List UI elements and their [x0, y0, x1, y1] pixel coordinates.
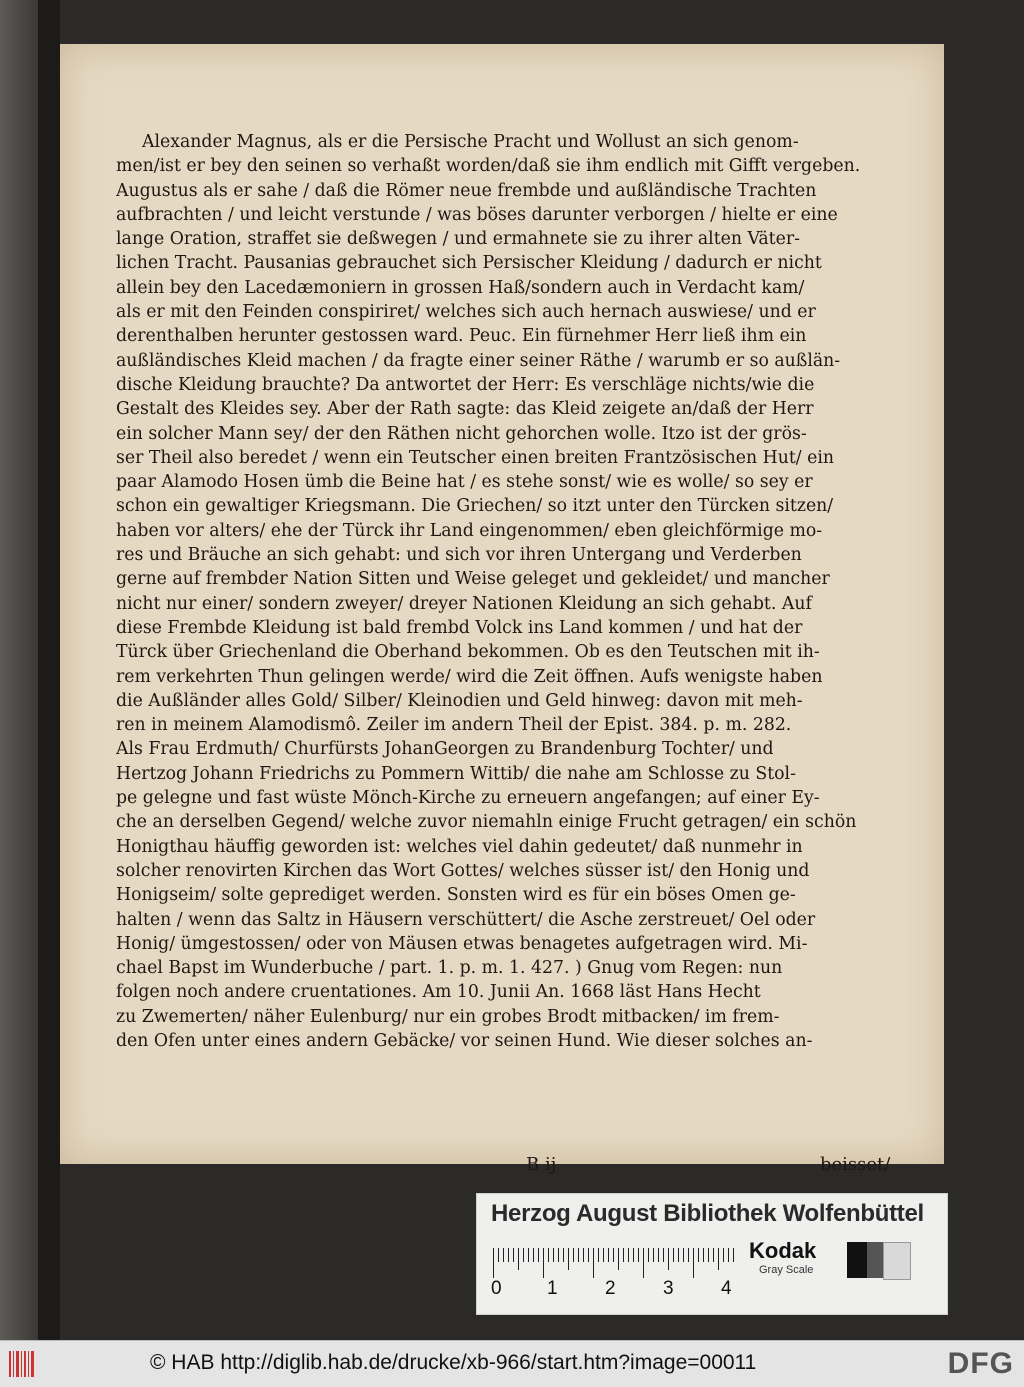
scale-number: 1 — [547, 1278, 558, 1299]
kodak-logo: Kodak — [749, 1238, 817, 1263]
text-line: ser Theil also beredet / wenn ein Teutscher einen breiten Frantzösischen Hut/ ein — [116, 447, 834, 468]
scale-number: 4 — [721, 1278, 732, 1299]
scan-edge-left — [0, 0, 38, 1340]
text-line: Honigthau häuffig geworden ist: welches viel dahin gedeutet/ daß nunmehr in — [116, 836, 803, 857]
text-line: lichen Tracht. Pausanias gebrauchet sich Persischer Kleidung / dadurch er nicht — [116, 253, 822, 274]
scale-number: 2 — [605, 1278, 616, 1299]
copyright-link[interactable]: © HAB http://diglib.hab.de/drucke/xb-966/start.htm?image=00011 — [150, 1351, 757, 1374]
signature-mark: B ij — [526, 1154, 557, 1175]
text-line: derenthalben herunter gestossen ward. Peuc. Ein fürnehmer Herr ließ ihm ein — [116, 326, 807, 347]
text-line: den Ofen unter eines andern Gebäcke/ vor seinen Hund. Wie dieser solches an- — [116, 1030, 813, 1051]
ruler-tick — [703, 1248, 704, 1262]
text-line: ren in meinem Alamodismô. Zeiler im andern Theil der Epist. 384. p. m. 282. — [116, 715, 792, 736]
ruler-tick — [553, 1248, 554, 1262]
ruler-tick — [628, 1248, 629, 1262]
ruler-tick — [543, 1248, 544, 1278]
text-line: allein bey den Lacedæmoniern in grossen Haß/sondern auch in Verdacht kam/ — [116, 277, 805, 298]
text-line: lange Oration, straffet sie deßwegen / und ermahnete sie zu ihrer alten Väter- — [116, 229, 800, 250]
ruler-tick — [663, 1248, 664, 1262]
text-line: als er mit den Feinden conspiriret/ welches sich auch hernach auswiese/ und er — [116, 302, 816, 323]
ruler-tick — [528, 1248, 529, 1262]
text-line: haben vor alters/ ehe der Türck ihr Land eingenommen/ eben gleichförmige mo- — [116, 520, 823, 541]
ruler-tick — [718, 1248, 719, 1270]
text-line: ein solcher Mann sey/ der den Räthen nicht gehorchen wolle. Itzo ist der grös- — [116, 423, 807, 444]
scale-numbers — [489, 1278, 749, 1304]
text-line: rem verkehrten Thun gelingen werde/ wird die Zeit öffnen. Aufs wenigste haben — [116, 666, 823, 687]
library-label — [476, 1193, 948, 1315]
ruler-tick — [653, 1248, 654, 1262]
ruler-tick — [693, 1248, 694, 1278]
ruler-tick — [668, 1248, 669, 1270]
ruler-tick — [563, 1248, 564, 1262]
text-line: pe gelegne und fast wüste Mönch-Kirche zu erneuern angefangen; auf einer Ey- — [116, 788, 820, 809]
ruler-tick — [643, 1248, 644, 1278]
gray-scale-caption: Gray Scale — [759, 1264, 814, 1276]
ruler-tick — [493, 1248, 494, 1278]
ruler-tick — [633, 1248, 634, 1262]
text-line: Augustus als er sahe / daß die Römer neue frembde und außländische Trachten — [116, 180, 817, 201]
book-page — [60, 44, 944, 1175]
ruler-tick — [508, 1248, 509, 1262]
text-line: Als Frau Erdmuth/ Churfürsts JohanGeorgen zu Brandenburg Tochter/ und — [116, 739, 774, 760]
ruler-tick — [678, 1248, 679, 1262]
text-line: Hertzog Johann Friedrichs zu Pommern Wittib/ die nahe am Schlosse zu Stol- — [116, 763, 796, 784]
text-line: solcher renovirten Kirchen das Wort Gottes/ welches süsser ist/ den Honig und — [116, 860, 810, 881]
text-line: chael Bapst im Wunderbuche / part. 1. p. m. 1. 427. ) Gnug vom Regen: nun — [116, 958, 783, 979]
ruler-tick — [733, 1248, 734, 1262]
text-line: gerne auf frembder Nation Sitten und Weise geleget und gekleidet/ und mancher — [116, 569, 830, 590]
text-line: dische Kleidung brauchte? Da antwortet der Herr: Es verschläge nichts/wie die — [116, 374, 815, 395]
text-line: paar Alamodo Hosen ümb die Beine hat / es stehe sonst/ wie es wolle/ so sey er — [116, 472, 813, 493]
text-line: schon ein gewaltiger Kriegsmann. Die Griechen/ so itzt unter den Türcken sitzen/ — [116, 496, 834, 517]
ruler-tick — [573, 1248, 574, 1262]
text-line: zu Zwemerten/ näher Eulenburg/ nur ein grobes Brodt mitbacken/ im frem- — [116, 1006, 780, 1027]
text-line: Honigseim/ solte geprediget werden. Sonsten wird es für ein böses Omen ge- — [116, 885, 796, 906]
ruler-tick — [708, 1248, 709, 1262]
ruler-tick — [523, 1248, 524, 1262]
ruler-tick — [603, 1248, 604, 1262]
ruler-tick — [623, 1248, 624, 1262]
text-line: halten / wenn das Saltz in Häusern verschüttert/ die Asche zerstreuet/ Oel oder — [116, 909, 816, 930]
ruler-tick — [648, 1248, 649, 1262]
ruler-tick — [513, 1248, 514, 1262]
text-line: folgen noch andere cruentationes. Am 10. Junii An. 1668 läst Hans Hecht — [116, 982, 761, 1003]
ruler-tick — [533, 1248, 534, 1262]
ruler-tick — [538, 1248, 539, 1262]
ruler-tick — [598, 1248, 599, 1262]
ruler-tick — [588, 1248, 589, 1262]
ruler-tick — [618, 1248, 619, 1270]
ruler-tick — [658, 1248, 659, 1262]
ruler-tick — [583, 1248, 584, 1262]
scale-ruler — [493, 1248, 733, 1278]
text-line: Türck über Griechenland die Oberhand bekommen. Ob es den Teutschen mit ih- — [116, 642, 820, 663]
footer-bar — [0, 1340, 1024, 1387]
dfg-logo: DFG — [947, 1347, 1014, 1380]
catchword: beisset/ — [820, 1154, 891, 1175]
scan-edge-dark — [38, 0, 60, 1340]
text-line: Alexander Magnus, als er die Persische Pracht und Wollust an sich genom- — [142, 132, 799, 152]
ruler-tick — [608, 1248, 609, 1262]
ruler-tick — [593, 1248, 594, 1278]
barcode-icon — [8, 1349, 38, 1379]
ruler-tick — [638, 1248, 639, 1262]
ruler-tick — [688, 1248, 689, 1262]
ruler-tick — [558, 1248, 559, 1262]
ruler-tick — [728, 1248, 729, 1262]
ruler-tick — [713, 1248, 714, 1262]
ruler-tick — [568, 1248, 569, 1270]
scale-number: 3 — [663, 1278, 674, 1299]
ruler-tick — [723, 1248, 724, 1262]
text-line: res und Bräuche an sich gehabt: und sich vor ihren Untergang und Verderben — [116, 545, 802, 566]
ruler-tick — [698, 1248, 699, 1262]
text-line: diese Frembde Kleidung ist bald frembd Volck ins Land kommen / und hat der — [116, 617, 803, 638]
page-text — [116, 130, 876, 1053]
ruler-tick — [673, 1248, 674, 1262]
ruler-tick — [683, 1248, 684, 1262]
text-line: men/ist er bey den seinen so verhaßt worden/daß sie ihm endlich mit Gifft vergeben. — [116, 156, 861, 177]
text-line: außländisches Kleid machen / da fragte einer seiner Räthe / warumb er so außlän- — [116, 350, 841, 371]
ruler-tick — [578, 1248, 579, 1262]
ruler-tick — [613, 1248, 614, 1262]
text-line: aufbrachten / und leicht verstunde / was böses darunter verborgen / hielte er eine — [116, 204, 838, 225]
text-line: Honig/ ümgestossen/ oder von Mäusen etwas benagetes aufgetragen wird. Mi- — [116, 933, 808, 954]
gray-swatch-black — [847, 1242, 867, 1278]
ruler-tick — [518, 1248, 519, 1270]
text-line: Gestalt des Kleides sey. Aber der Rath sagte: das Kleid zeigete an/daß der Herr — [116, 399, 814, 420]
ruler-tick — [548, 1248, 549, 1262]
library-name: Herzog August Bibliothek Wolfenbüttel — [491, 1200, 924, 1227]
text-line: die Außländer alles Gold/ Silber/ Kleinodien und Geld hinweg: davon mit meh- — [116, 690, 803, 711]
gray-swatch-dark — [867, 1242, 883, 1278]
ruler-tick — [503, 1248, 504, 1262]
text-line: nicht nur einer/ sondern zweyer/ dreyer Nationen Kleidung an sich gehabt. Auf — [116, 593, 812, 614]
text-line: che an derselben Gegend/ welche zuvor niemahln einige Frucht getragen/ ein schön — [116, 812, 857, 833]
ruler-tick — [498, 1248, 499, 1262]
scale-number: 0 — [491, 1278, 502, 1299]
gray-swatch-light — [883, 1242, 911, 1280]
